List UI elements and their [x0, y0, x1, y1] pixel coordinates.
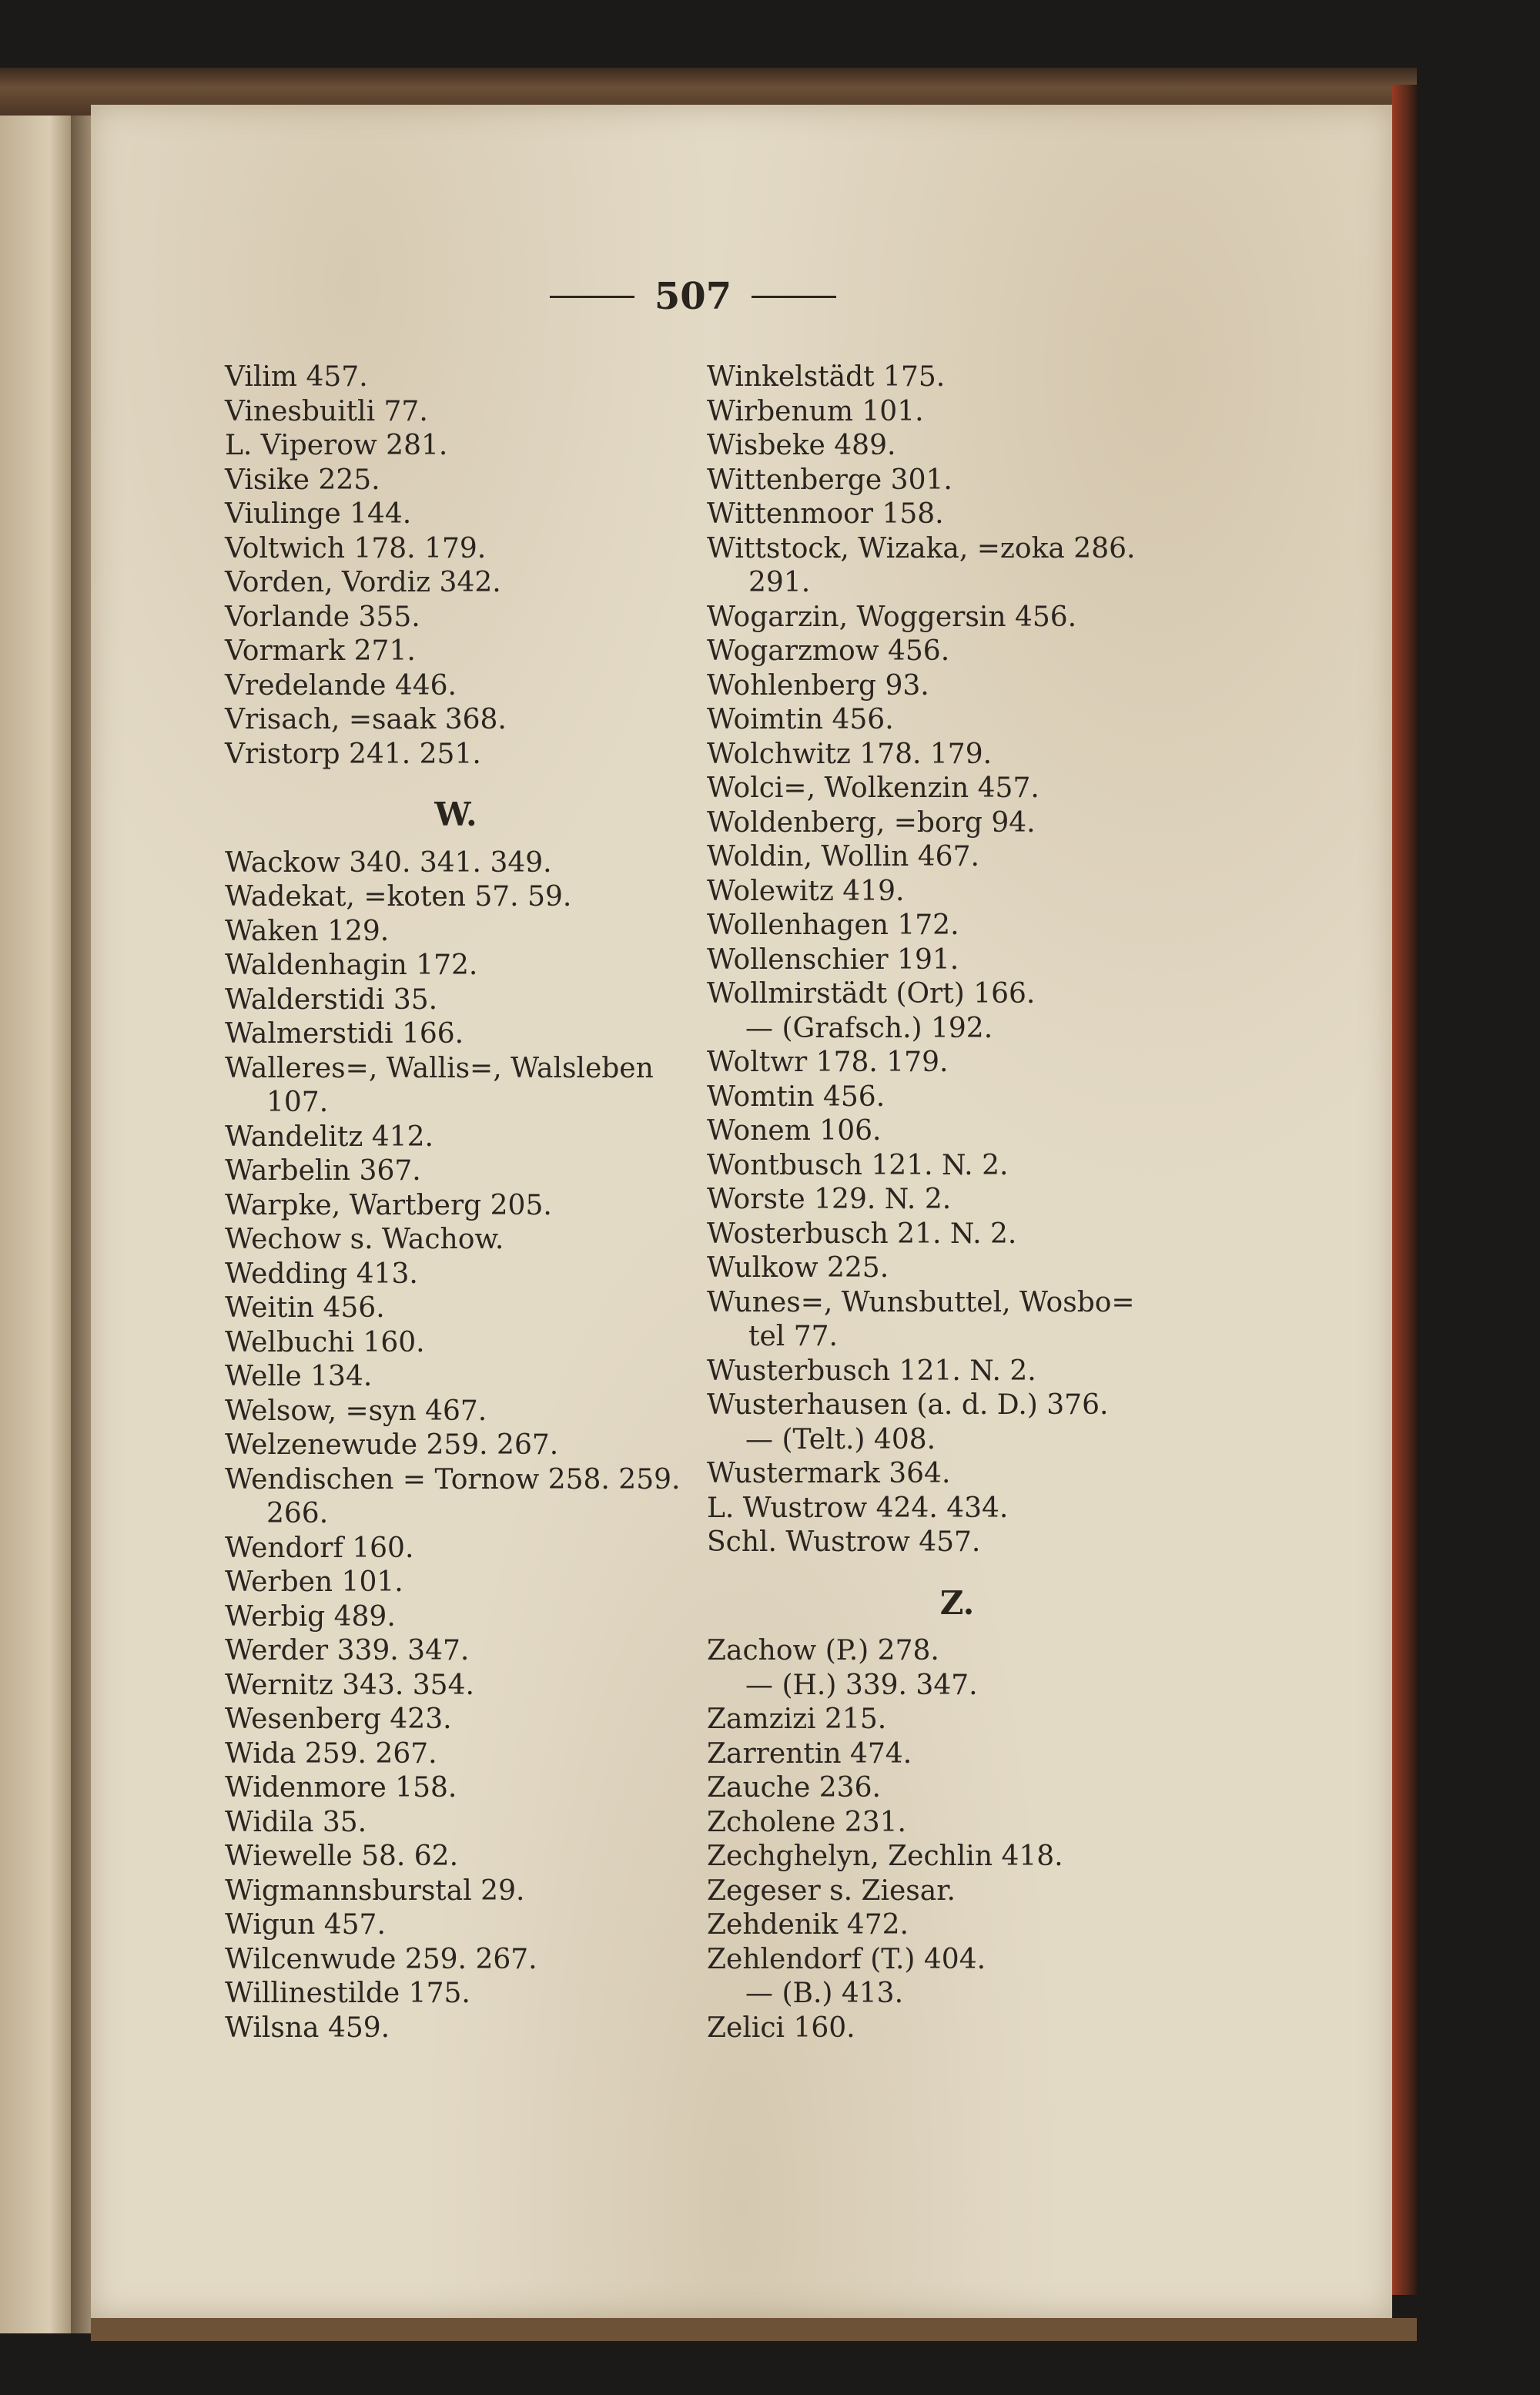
index-entry: Wirbenum 101. [707, 395, 924, 427]
index-entry: Wiewelle 58. 62. [225, 1841, 459, 1872]
index-group-z [707, 1634, 1207, 2045]
index-entry: Viulinge 144. [225, 498, 412, 530]
index-entry: Wackow 340. 341. 349. [225, 846, 552, 879]
index-entry: Wendorf 160. [225, 1532, 414, 1564]
index-entry: Zauche 236. [707, 1772, 881, 1804]
page-number: 507 [654, 275, 732, 318]
page-header [531, 270, 855, 323]
index-entry: Wilsna 459. [225, 2011, 390, 2044]
index-entry: Woimtin 456. [707, 704, 894, 735]
index-entry: Zachow (P.) 278. [707, 1635, 939, 1666]
index-entry: Visike 225. [225, 464, 380, 496]
index-entry: Wilcenwude 259. 267. [225, 1943, 537, 1975]
index-entry: L. Wustrow 424. 434. [707, 1492, 1009, 1524]
index-entry: Zehdenik 472. [707, 1909, 909, 1941]
index-entry: Walleres=, Wallis=, Walsleben [225, 1052, 654, 1084]
index-entry: Vrisach, =saak 368. [225, 704, 507, 735]
index-entry: Wollmirstädt (Ort) 166. [707, 978, 1036, 1010]
index-entry: Zarrentin 474. [707, 1737, 912, 1770]
header-rule-right [752, 296, 836, 298]
index-entry: — (H.) 339. 347. [745, 1669, 978, 1701]
index-entry: Vorlande 355. [225, 601, 420, 633]
index-entry: L. Viperow 281. [225, 430, 448, 461]
index-group-w-continued [707, 360, 1207, 1560]
index-entry: Wulkow 225. [707, 1252, 889, 1284]
index-entry: Willinestilde 175. [225, 1978, 470, 2009]
index-entry: Welbuchi 160. [225, 1326, 425, 1358]
index-entry: Wosterbusch 21. N. 2. [707, 1218, 1017, 1250]
index-entry: Wogarzmow 456. [707, 635, 950, 667]
index-entry: Wigun 457. [225, 1909, 386, 1941]
index-entry: Walderstidi 35. [225, 983, 438, 1016]
index-entry: Vinesbuitli 77. [225, 395, 428, 427]
index-entry: Woldin, Wollin 467. [707, 841, 979, 873]
book-cover-edge-bottom [91, 2318, 1417, 2341]
index-entry: Warbelin 367. [225, 1155, 421, 1187]
index-entry: Welsow, =syn 467. [225, 1395, 487, 1427]
book-cover-edge-right [1392, 85, 1417, 2295]
index-entry: Wontbusch 121. N. 2. [707, 1149, 1009, 1181]
index-entry: Vredelande 446. [225, 669, 457, 702]
index-entry-continuation: 266. [266, 1498, 329, 1529]
index-entry: Vilim 457. [225, 361, 368, 393]
index-entry: Schl. Wustrow 457. [707, 1526, 981, 1558]
index-entry: Wogarzin, Woggersin 456. [707, 601, 1077, 633]
index-entry: — (B.) 413. [745, 1978, 904, 2009]
book-gutter [71, 116, 91, 2333]
index-entry: Wadekat, =koten 57. 59. [225, 881, 572, 913]
index-column-left [225, 360, 687, 2045]
index-entry: Worste 129. N. 2. [707, 1184, 952, 1215]
index-entry: Zelici 160. [707, 2011, 855, 2044]
index-column-right [707, 360, 1207, 2045]
index-entry: Widila 35. [225, 1806, 367, 1838]
index-entry: Wittenmoor 158. [707, 498, 944, 530]
index-entry: Wernitz 343. 354. [225, 1669, 474, 1701]
index-entry: Vorden, Vordiz 342. [225, 567, 501, 598]
index-entry-continuation: 107. [266, 1087, 329, 1118]
index-entry: Wolci=, Wolkenzin 457. [707, 772, 1040, 804]
index-entry: Wollenhagen 172. [707, 909, 959, 941]
index-entry: Welle 134. [225, 1361, 373, 1392]
letter-heading-z: Z. [939, 1583, 975, 1622]
index-entry: Wisbeke 489. [707, 430, 896, 461]
index-entry: Voltwich 178. 179. [225, 532, 487, 564]
index-group-v [225, 360, 687, 772]
header-rule-left [550, 296, 634, 298]
index-entry: Wollenschier 191. [707, 943, 959, 976]
index-group-w [225, 846, 687, 2046]
index-entry: Werbig 489. [225, 1600, 396, 1633]
index-entry: Wida 259. 267. [225, 1737, 437, 1770]
left-page-edge [0, 116, 73, 2333]
index-entry: Wedding 413. [225, 1258, 418, 1290]
index-entry: Wonem 106. [707, 1115, 882, 1147]
index-entry-continuation: 291. [748, 567, 811, 598]
index-entry: Werben 101. [225, 1566, 403, 1598]
index-entry: Wunes=, Wunsbuttel, Wosbo= [707, 1286, 1135, 1318]
index-entry-continuation: tel 77. [748, 1321, 838, 1352]
index-entry: Weitin 456. [225, 1292, 385, 1324]
index-entry: Zamzizi 215. [707, 1703, 887, 1735]
index-entry: Widenmore 158. [225, 1772, 457, 1804]
index-entry: Werder 339. 347. [225, 1635, 470, 1666]
index-entry: Zegeser s. Ziesar. [707, 1874, 956, 1907]
index-entry: Winkelstädt 175. [707, 361, 946, 393]
index-entry: Welzenewude 259. 267. [225, 1429, 559, 1461]
index-entry: Wigmannsburstal 29. [225, 1874, 525, 1907]
index-entry: Walmerstidi 166. [225, 1018, 464, 1050]
index-entry: Wesenberg 423. [225, 1703, 452, 1735]
index-entry: Warpke, Wartberg 205. [225, 1189, 552, 1221]
index-entry: Waken 129. [225, 915, 390, 947]
index-entry: Wittstock, Wizaka, =zoka 286. [707, 532, 1136, 564]
index-entry: Wechow s. Wachow. [225, 1224, 504, 1255]
index-entry: Vristorp 241. 251. [225, 738, 481, 770]
index-entry: Wolchwitz 178. 179. [707, 738, 993, 770]
index-entry: — (Telt.) 408. [745, 1423, 936, 1455]
index-entry: Vormark 271. [225, 635, 416, 667]
index-entry: Wendischen = Tornow 258. 259. [225, 1463, 681, 1496]
index-entry: Wohlenberg 93. [707, 669, 929, 702]
letter-heading-w: W. [434, 796, 477, 833]
index-entry: Zehlendorf (T.) 404. [707, 1943, 986, 1975]
index-entry: Woldenberg, =borg 94. [707, 806, 1036, 839]
index-entry: Wusterbusch 121. N. 2. [707, 1355, 1036, 1387]
index-entry: Wolewitz 419. [707, 875, 905, 907]
index-entry: — (Grafsch.) 192. [745, 1012, 993, 1044]
index-entry: Zechghelyn, Zechlin 418. [707, 1841, 1063, 1872]
index-entry: Womtin 456. [707, 1080, 886, 1113]
index-entry: Wandelitz 412. [225, 1120, 434, 1153]
index-entry: Woltwr 178. 179. [707, 1047, 949, 1078]
index-entry: Wustermark 364. [707, 1458, 951, 1489]
index-entry: Wittenberge 301. [707, 464, 952, 496]
index-entry: Zcholene 231. [707, 1806, 906, 1838]
index-entry: Wusterhausen (a. d. D.) 376. [707, 1389, 1109, 1421]
index-entry: Waldenhagin 172. [225, 950, 478, 981]
